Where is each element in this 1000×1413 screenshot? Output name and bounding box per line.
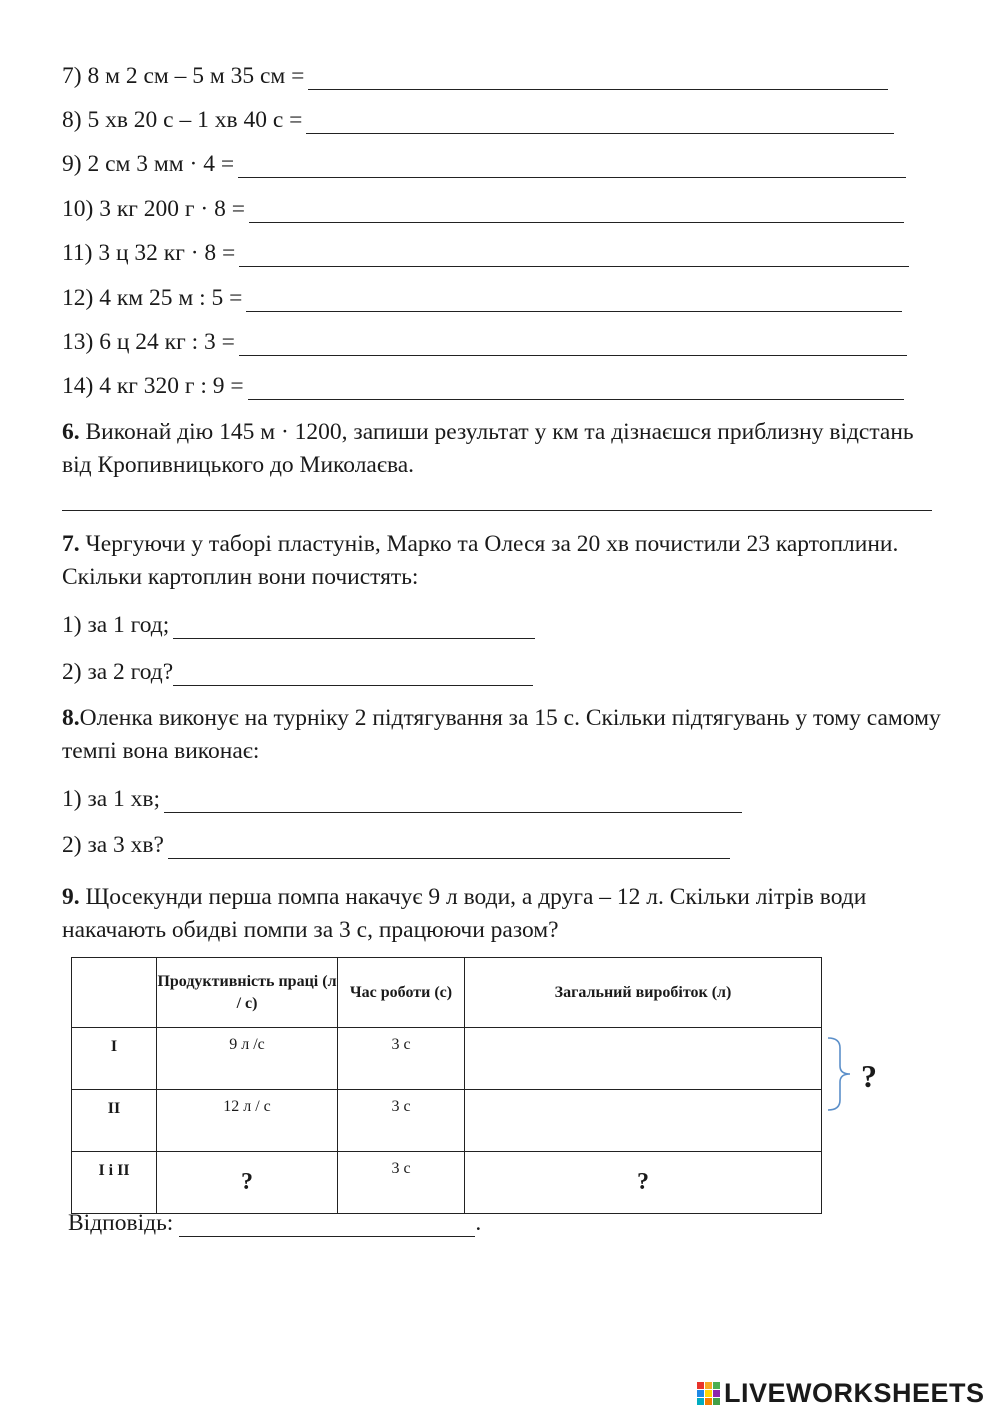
logo-square: [705, 1390, 712, 1397]
answer-line: [68, 1210, 481, 1237]
table-cell: 12 л / с: [157, 1090, 338, 1152]
answer-blank[interactable]: [164, 792, 742, 813]
table-header-cell: Загальний виробіток (л): [465, 958, 822, 1028]
table-header-cell: Продуктивність праці (л / с): [157, 958, 338, 1028]
task-8-item-1: [62, 785, 742, 813]
liveworksheets-logo: [697, 1378, 985, 1409]
exercise-8: [62, 106, 894, 134]
task-7-item-2: [62, 658, 533, 686]
row-label: I і II: [72, 1152, 157, 1214]
item-text: 1) за 1 год;: [62, 612, 170, 638]
table-cell: 9 л /с: [157, 1028, 338, 1090]
logo-grid-icon: [697, 1382, 720, 1405]
task-number: 7.: [62, 531, 80, 557]
table-input-cell[interactable]: ?: [157, 1152, 338, 1214]
exercise-text: 7) 8 м 2 см – 5 м 35 см =: [62, 63, 305, 89]
logo-text: LIVEWORKSHEETS: [724, 1378, 985, 1408]
table-header-cell: [72, 958, 157, 1028]
exercise-text: 11) 3 ц 32 кг · 8 =: [62, 240, 236, 266]
task-number: 9.: [62, 884, 80, 910]
answer-blank[interactable]: [168, 838, 730, 859]
exercise-text: 13) 6 ц 24 кг : 3 =: [62, 329, 235, 355]
exercise-11: [62, 239, 909, 267]
task-9: [62, 881, 942, 947]
answer-blank[interactable]: [238, 157, 906, 178]
exercise-13: [62, 328, 907, 356]
table-input-cell[interactable]: [465, 1090, 822, 1152]
exercise-9: [62, 150, 906, 178]
answer-blank[interactable]: [173, 618, 535, 639]
productivity-table: [71, 957, 822, 1214]
table-row: [72, 1028, 822, 1090]
task-6-answer-line[interactable]: [62, 510, 932, 511]
exercise-12: [62, 284, 902, 312]
logo-square: [713, 1390, 720, 1397]
item-text: 1) за 1 хв;: [62, 786, 161, 812]
exercise-7: [62, 62, 888, 90]
answer-blank[interactable]: [239, 246, 909, 267]
row-label: II: [72, 1090, 157, 1152]
task-8: [62, 702, 942, 768]
task-7: [62, 528, 942, 594]
table-header-row: [72, 958, 822, 1028]
exercise-text: 12) 4 км 25 м : 5 =: [62, 285, 243, 311]
task-8-item-2: [62, 831, 730, 859]
task-7-item-1: [62, 611, 535, 639]
exercise-text: 9) 2 см 3 мм · 4 =: [62, 151, 235, 177]
exercise-14: [62, 372, 904, 400]
item-text: 2) за 3 хв?: [62, 832, 164, 858]
table-cell: 3 с: [338, 1152, 465, 1214]
task-text: Чергуючи у таборі пластунів, Марко та Олеся за 20 хв почистили 23 картоплини. Скільки картоплин вони почистять:: [62, 531, 899, 590]
logo-square: [713, 1382, 720, 1389]
table-cell: 3 с: [338, 1028, 465, 1090]
logo-square: [705, 1398, 712, 1405]
task-text: Оленка виконує на турніку 2 підтягування за 15 с. Скільки підтягувань у тому самому темпі вона виконає:: [62, 705, 941, 764]
table-header-cell: Час роботи (с): [338, 958, 465, 1028]
answer-label: Відповідь:: [68, 1210, 174, 1236]
brace-icon: [826, 1036, 856, 1112]
task-text: Щосекунди перша помпа накачує 9 л води, а друга – 12 л. Скільки літрів води накачають обидві помпи за 3 с, працюючи разом?: [62, 884, 867, 943]
table-cell: 3 с: [338, 1090, 465, 1152]
task-number: 6.: [62, 419, 80, 445]
exercise-10: [62, 195, 904, 223]
logo-square: [697, 1398, 704, 1405]
table-row: [72, 1090, 822, 1152]
logo-square: [713, 1398, 720, 1405]
table-input-cell[interactable]: [465, 1028, 822, 1090]
task-text: Виконай дію 145 м · 1200, запиши результат у км та дізнаєшся приблизну відстань від Кропивницького до Миколаєва.: [62, 419, 914, 478]
logo-square: [697, 1382, 704, 1389]
answer-blank[interactable]: [308, 69, 888, 90]
answer-blank[interactable]: [239, 335, 907, 356]
combined-question-mark: ?: [861, 1058, 877, 1094]
answer-blank[interactable]: [248, 379, 904, 400]
answer-blank[interactable]: [249, 202, 904, 223]
answer-blank[interactable]: [246, 291, 902, 312]
exercise-text: 14) 4 кг 320 г : 9 =: [62, 373, 244, 399]
table-input-cell[interactable]: ?: [465, 1152, 822, 1214]
row-label: I: [72, 1028, 157, 1090]
table-row: [72, 1152, 822, 1214]
task-number: 8.: [62, 705, 80, 731]
answer-end: .: [475, 1210, 482, 1236]
answer-blank[interactable]: [173, 665, 533, 686]
exercise-text: 8) 5 хв 20 с – 1 хв 40 с =: [62, 107, 303, 133]
logo-square: [697, 1390, 704, 1397]
exercise-text: 10) 3 кг 200 г · 8 =: [62, 196, 245, 222]
item-text: 2) за 2 год?: [62, 659, 174, 685]
answer-blank[interactable]: [306, 113, 894, 134]
answer-blank[interactable]: [179, 1216, 475, 1237]
logo-square: [705, 1382, 712, 1389]
task-6: [62, 416, 942, 482]
